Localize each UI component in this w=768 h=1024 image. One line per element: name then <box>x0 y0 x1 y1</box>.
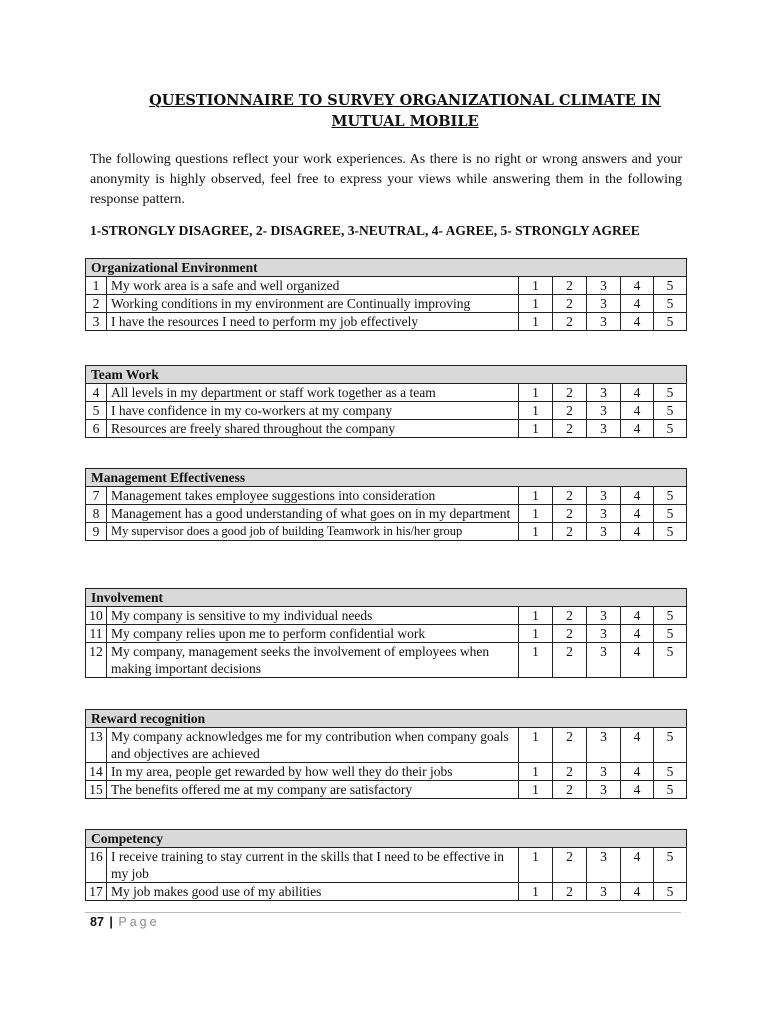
rating-option-5[interactable]: 5 <box>654 763 687 781</box>
question-text: My supervisor does a good job of building Teamwork in his/her group <box>107 523 519 541</box>
question-row <box>86 848 687 883</box>
page-footer <box>90 915 160 929</box>
rating-option-4[interactable]: 4 <box>621 277 654 295</box>
rating-option-1[interactable]: 1 <box>519 402 553 420</box>
section-table <box>85 709 687 799</box>
question-row <box>86 420 687 438</box>
rating-option-3[interactable]: 3 <box>587 402 621 420</box>
page-number: 87 <box>90 915 104 929</box>
question-text: All levels in my department or staff work together as a team <box>107 384 519 402</box>
rating-option-2[interactable]: 2 <box>553 523 587 541</box>
question-text: My job makes good use of my abilities <box>107 883 519 901</box>
rating-option-1[interactable]: 1 <box>519 313 553 331</box>
rating-option-2[interactable]: 2 <box>553 277 587 295</box>
question-row <box>86 523 687 541</box>
section-header-row <box>86 710 687 728</box>
document-title <box>140 90 670 132</box>
intro-paragraph: The following questions reflect your work experiences. As there is no right or wrong answers and your anonymity is highly observed, feel free to express your views while answering them in the following response pattern. <box>90 152 682 207</box>
rating-option-1[interactable]: 1 <box>519 384 553 402</box>
section-header-row <box>86 830 687 848</box>
rating-option-5[interactable]: 5 <box>654 487 687 505</box>
question-text: The benefits offered me at my company are satisfactory <box>107 781 519 799</box>
rating-option-2[interactable]: 2 <box>553 728 587 763</box>
rating-option-5[interactable]: 5 <box>654 295 687 313</box>
rating-option-2[interactable]: 2 <box>553 607 587 625</box>
question-row <box>86 313 687 331</box>
rating-option-3[interactable]: 3 <box>587 487 621 505</box>
rating-option-4[interactable]: 4 <box>621 763 654 781</box>
rating-option-4[interactable]: 4 <box>621 883 654 901</box>
rating-option-3[interactable]: 3 <box>587 625 621 643</box>
rating-option-4[interactable]: 4 <box>621 487 654 505</box>
rating-option-5[interactable]: 5 <box>654 402 687 420</box>
rating-option-4[interactable]: 4 <box>621 781 654 799</box>
rating-option-2[interactable]: 2 <box>553 505 587 523</box>
rating-option-3[interactable]: 3 <box>587 763 621 781</box>
rating-option-5[interactable]: 5 <box>654 848 687 883</box>
title-line-2: MUTUAL MOBILE <box>331 113 479 130</box>
question-number: 14 <box>86 763 107 781</box>
question-number: 2 <box>86 295 107 313</box>
rating-option-2[interactable]: 2 <box>553 848 587 883</box>
section-header-row <box>86 259 687 277</box>
question-text: My company is sensitive to my individual needs <box>107 607 519 625</box>
section-table <box>85 468 687 541</box>
question-number: 6 <box>86 420 107 438</box>
rating-option-2[interactable]: 2 <box>553 883 587 901</box>
question-number: 3 <box>86 313 107 331</box>
section-title: Team Work <box>86 366 687 384</box>
section-header-row <box>86 469 687 487</box>
question-row <box>86 625 687 643</box>
rating-option-2[interactable]: 2 <box>553 625 587 643</box>
rating-option-1[interactable]: 1 <box>519 848 553 883</box>
rating-option-4[interactable]: 4 <box>621 625 654 643</box>
rating-option-1[interactable]: 1 <box>519 781 553 799</box>
rating-option-5[interactable]: 5 <box>654 728 687 763</box>
question-row <box>86 607 687 625</box>
rating-option-1[interactable]: 1 <box>519 505 553 523</box>
rating-option-3[interactable]: 3 <box>587 728 621 763</box>
rating-option-2[interactable]: 2 <box>553 487 587 505</box>
question-text: My company acknowledges me for my contribution when company goals and objectives are achieved <box>107 728 519 763</box>
question-text: My company, management seeks the involvement of employees when making important decisions <box>107 643 519 678</box>
section-table <box>85 588 687 678</box>
footer-divider <box>85 912 681 913</box>
question-number: 1 <box>86 277 107 295</box>
section-title: Reward recognition <box>86 710 687 728</box>
question-text: My company relies upon me to perform confidential work <box>107 625 519 643</box>
rating-option-4[interactable]: 4 <box>621 295 654 313</box>
question-row <box>86 781 687 799</box>
rating-option-5[interactable]: 5 <box>654 643 687 678</box>
question-row <box>86 883 687 901</box>
question-text: Working conditions in my environment are Continually improving <box>107 295 519 313</box>
question-row <box>86 728 687 763</box>
rating-option-1[interactable]: 1 <box>519 277 553 295</box>
rating-option-4[interactable]: 4 <box>621 728 654 763</box>
question-number: 13 <box>86 728 107 763</box>
question-text: I receive training to stay current in the skills that I need to be effective in my job <box>107 848 519 883</box>
rating-option-3[interactable]: 3 <box>587 505 621 523</box>
rating-option-4[interactable]: 4 <box>621 420 654 438</box>
question-number: 7 <box>86 487 107 505</box>
rating-option-2[interactable]: 2 <box>553 313 587 331</box>
rating-option-1[interactable]: 1 <box>519 607 553 625</box>
question-row <box>86 384 687 402</box>
rating-option-4[interactable]: 4 <box>621 402 654 420</box>
question-number: 11 <box>86 625 107 643</box>
rating-option-4[interactable]: 4 <box>621 313 654 331</box>
rating-option-4[interactable]: 4 <box>621 384 654 402</box>
rating-option-4[interactable]: 4 <box>621 848 654 883</box>
section-title: Management Effectiveness <box>86 469 687 487</box>
rating-option-5[interactable]: 5 <box>654 781 687 799</box>
rating-option-1[interactable]: 1 <box>519 523 553 541</box>
question-row <box>86 505 687 523</box>
question-row <box>86 763 687 781</box>
question-text: I have confidence in my co-workers at my company <box>107 402 519 420</box>
rating-option-2[interactable]: 2 <box>553 781 587 799</box>
rating-option-3[interactable]: 3 <box>587 781 621 799</box>
section-header-row <box>86 589 687 607</box>
section-title: Organizational Environment <box>86 259 687 277</box>
question-text: Management has a good understanding of what goes on in my department <box>107 505 519 523</box>
question-number: 15 <box>86 781 107 799</box>
question-number: 10 <box>86 607 107 625</box>
question-number: 12 <box>86 643 107 678</box>
rating-option-3[interactable]: 3 <box>587 313 621 331</box>
rating-option-4[interactable]: 4 <box>621 607 654 625</box>
rating-option-2[interactable]: 2 <box>553 643 587 678</box>
rating-option-3[interactable]: 3 <box>587 295 621 313</box>
section-table <box>85 829 687 901</box>
rating-option-5[interactable]: 5 <box>654 625 687 643</box>
rating-option-1[interactable]: 1 <box>519 625 553 643</box>
rating-option-1[interactable]: 1 <box>519 420 553 438</box>
rating-option-2[interactable]: 2 <box>553 402 587 420</box>
question-text: In my area, people get rewarded by how well they do their jobs <box>107 763 519 781</box>
section-title: Involvement <box>86 589 687 607</box>
rating-option-3[interactable]: 3 <box>587 848 621 883</box>
rating-option-1[interactable]: 1 <box>519 763 553 781</box>
rating-option-5[interactable]: 5 <box>654 523 687 541</box>
rating-option-5[interactable]: 5 <box>654 420 687 438</box>
question-number: 4 <box>86 384 107 402</box>
section-table <box>85 258 687 331</box>
rating-option-2[interactable]: 2 <box>553 295 587 313</box>
section-header-row <box>86 366 687 384</box>
rating-option-3[interactable]: 3 <box>587 420 621 438</box>
rating-option-5[interactable]: 5 <box>654 277 687 295</box>
rating-option-3[interactable]: 3 <box>587 277 621 295</box>
rating-option-5[interactable]: 5 <box>654 384 687 402</box>
rating-option-5[interactable]: 5 <box>654 313 687 331</box>
rating-option-2[interactable]: 2 <box>553 763 587 781</box>
rating-option-5[interactable]: 5 <box>654 883 687 901</box>
question-text: Management takes employee suggestions into consideration <box>107 487 519 505</box>
question-number: 8 <box>86 505 107 523</box>
rating-option-4[interactable]: 4 <box>621 643 654 678</box>
footer-separator: | <box>109 915 113 929</box>
question-text: My work area is a safe and well organized <box>107 277 519 295</box>
title-line-1: QUESTIONNAIRE TO SURVEY ORGANIZATIONAL CLIMATE IN <box>149 92 661 109</box>
question-number: 16 <box>86 848 107 883</box>
rating-option-3[interactable]: 3 <box>587 384 621 402</box>
question-number: 5 <box>86 402 107 420</box>
rating-option-1[interactable]: 1 <box>519 295 553 313</box>
section-table <box>85 365 687 438</box>
question-row <box>86 487 687 505</box>
rating-option-3[interactable]: 3 <box>587 607 621 625</box>
rating-option-5[interactable]: 5 <box>654 505 687 523</box>
question-row <box>86 295 687 313</box>
rating-option-1[interactable]: 1 <box>519 643 553 678</box>
rating-option-5[interactable]: 5 <box>654 607 687 625</box>
rating-option-2[interactable]: 2 <box>553 420 587 438</box>
section-title: Competency <box>86 830 687 848</box>
question-row <box>86 643 687 678</box>
response-scale: 1-STRONGLY DISAGREE, 2- DISAGREE, 3-NEUTRAL, 4- AGREE, 5- STRONGLY AGREE <box>90 223 640 238</box>
rating-option-2[interactable]: 2 <box>553 384 587 402</box>
question-row <box>86 402 687 420</box>
rating-option-4[interactable]: 4 <box>621 523 654 541</box>
rating-option-1[interactable]: 1 <box>519 728 553 763</box>
rating-option-3[interactable]: 3 <box>587 883 621 901</box>
rating-option-3[interactable]: 3 <box>587 523 621 541</box>
question-text: Resources are freely shared throughout the company <box>107 420 519 438</box>
question-text: I have the resources I need to perform my job effectively <box>107 313 519 331</box>
question-number: 9 <box>86 523 107 541</box>
rating-option-4[interactable]: 4 <box>621 505 654 523</box>
rating-option-1[interactable]: 1 <box>519 883 553 901</box>
question-row <box>86 277 687 295</box>
page-label: Page <box>118 915 160 929</box>
rating-option-1[interactable]: 1 <box>519 487 553 505</box>
question-number: 17 <box>86 883 107 901</box>
rating-option-3[interactable]: 3 <box>587 643 621 678</box>
